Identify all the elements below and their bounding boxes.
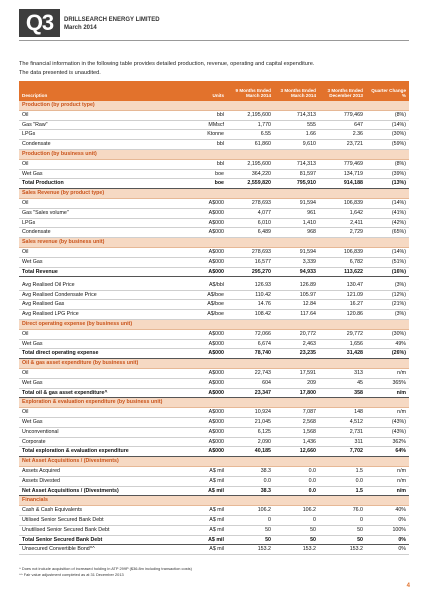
value-3m-dec-2013: 6,782 xyxy=(319,257,366,267)
page-number: 4 xyxy=(406,583,410,589)
row-label: Oil xyxy=(19,198,169,208)
row-label: Oil xyxy=(19,159,169,169)
table-row xyxy=(19,247,409,257)
value-3m-dec-2013: 2,411 xyxy=(319,218,366,228)
value-9m-mar-2014: 38.3 xyxy=(227,466,274,476)
value-9m-mar-2014: 295,270 xyxy=(227,267,274,277)
value-3m-dec-2013: 1,656 xyxy=(319,339,366,349)
value-3m-dec-2013: 2,731 xyxy=(319,427,366,437)
row-unit: A$000 xyxy=(169,329,227,339)
row-unit: A$000 xyxy=(169,427,227,437)
value-9m-mar-2014: 106.2 xyxy=(227,506,274,516)
row-unit: A$000 xyxy=(169,418,227,428)
value-3m-mar-2014: 153.2 xyxy=(274,545,319,555)
table-row xyxy=(19,281,409,290)
total-row xyxy=(19,486,409,496)
row-label: Total Production xyxy=(19,179,169,189)
value-quarter-change: (41%) xyxy=(366,208,409,218)
row-unit: A$ mil xyxy=(169,506,227,516)
table-row xyxy=(19,378,409,388)
row-label: Utilised Senior Secured Bank Debt xyxy=(19,515,169,525)
value-quarter-change: (51%) xyxy=(366,257,409,267)
table-row xyxy=(19,169,409,179)
value-3m-dec-2013: 2,729 xyxy=(319,228,366,238)
section-title: Net Asset Acquisitions / (Divestments) xyxy=(19,457,409,467)
table-row xyxy=(19,300,409,310)
section-header-row xyxy=(19,189,409,199)
value-3m-mar-2014: 12.84 xyxy=(274,300,319,310)
row-label: Corporate xyxy=(19,437,169,447)
header-quarter-change: Quarter Change % xyxy=(366,81,409,101)
value-3m-mar-2014: 106.2 xyxy=(274,506,319,516)
value-9m-mar-2014: 604 xyxy=(227,378,274,388)
row-label: Avg Realised Gas xyxy=(19,300,169,310)
section-header-row xyxy=(19,398,409,408)
value-3m-mar-2014: 0.0 xyxy=(274,486,319,496)
row-unit: boe xyxy=(169,179,227,189)
row-label: LPGs xyxy=(19,130,169,140)
value-3m-mar-2014: 0 xyxy=(274,515,319,525)
value-3m-mar-2014: 81,597 xyxy=(274,169,319,179)
row-unit: A$/boe xyxy=(169,310,227,320)
header-divider xyxy=(19,40,409,41)
row-unit: boe xyxy=(169,169,227,179)
value-quarter-change: (21%) xyxy=(366,300,409,310)
total-row xyxy=(19,447,409,457)
value-3m-mar-2014: 117.64 xyxy=(274,310,319,320)
table-row xyxy=(19,208,409,218)
row-label: Total exploration & evaluation expenditure xyxy=(19,447,169,457)
section-title: Sales revenue (by business unit) xyxy=(19,238,409,248)
row-label: Avg Realised LPG Price xyxy=(19,310,169,320)
value-3m-dec-2013: 4,512 xyxy=(319,418,366,428)
table-row xyxy=(19,418,409,428)
row-label: Oil xyxy=(19,329,169,339)
total-row xyxy=(19,535,409,545)
section-header-row xyxy=(19,101,409,110)
row-unit: bbl xyxy=(169,140,227,150)
value-3m-mar-2014: 209 xyxy=(274,378,319,388)
row-label: Avg Realised Condensate Price xyxy=(19,290,169,300)
value-quarter-change: (14%) xyxy=(366,247,409,257)
row-label: Cash & Cash Equivalents xyxy=(19,506,169,516)
table-row xyxy=(19,310,409,320)
section-header-row xyxy=(19,359,409,369)
row-unit: A$000 xyxy=(169,228,227,238)
value-3m-dec-2013: 313 xyxy=(319,369,366,379)
value-3m-mar-2014: 12,660 xyxy=(274,447,319,457)
value-3m-mar-2014: 795,910 xyxy=(274,179,319,189)
value-3m-mar-2014: 9,610 xyxy=(274,140,319,150)
table-row xyxy=(19,506,409,516)
value-9m-mar-2014: 2,195,600 xyxy=(227,110,274,120)
value-9m-mar-2014: 61,860 xyxy=(227,140,274,150)
table-row xyxy=(19,120,409,130)
value-3m-mar-2014: 1.66 xyxy=(274,130,319,140)
row-label: Gas "Sales volume" xyxy=(19,208,169,218)
value-quarter-change: (8%) xyxy=(366,159,409,169)
value-quarter-change: 49% xyxy=(366,339,409,349)
row-label: Unutilised Senior Secured Bank Debt xyxy=(19,525,169,535)
value-3m-dec-2013: 647 xyxy=(319,120,366,130)
row-label: Oil xyxy=(19,369,169,379)
value-3m-mar-2014: 2,568 xyxy=(274,418,319,428)
value-quarter-change: (39%) xyxy=(366,169,409,179)
value-9m-mar-2014: 72,066 xyxy=(227,329,274,339)
table-row xyxy=(19,339,409,349)
row-unit: A$000 xyxy=(169,267,227,277)
row-label: Unsecured Convertible Bond^^ xyxy=(19,545,169,555)
report-header xyxy=(19,9,409,37)
value-quarter-change: n/m xyxy=(366,408,409,418)
value-9m-mar-2014: 278,693 xyxy=(227,198,274,208)
value-quarter-change: (14%) xyxy=(366,120,409,130)
value-9m-mar-2014: 2,090 xyxy=(227,437,274,447)
value-3m-dec-2013: 113,622 xyxy=(319,267,366,277)
row-unit: A$000 xyxy=(169,369,227,379)
row-unit: A$ mil xyxy=(169,476,227,486)
value-3m-dec-2013: 153.2 xyxy=(319,545,366,555)
quarter-badge: Q3 xyxy=(19,9,60,37)
row-unit: A$000 xyxy=(169,349,227,359)
value-quarter-change: (3%) xyxy=(366,310,409,320)
value-3m-mar-2014: 1,568 xyxy=(274,427,319,437)
value-9m-mar-2014: 2,195,600 xyxy=(227,159,274,169)
row-label: Wet Gas xyxy=(19,169,169,179)
value-quarter-change: (16%) xyxy=(366,267,409,277)
row-unit: A$000 xyxy=(169,247,227,257)
value-3m-mar-2014: 20,772 xyxy=(274,329,319,339)
value-quarter-change: (14%) xyxy=(366,198,409,208)
row-unit: A$/boe xyxy=(169,300,227,310)
value-3m-mar-2014: 7,087 xyxy=(274,408,319,418)
value-9m-mar-2014: 6.55 xyxy=(227,130,274,140)
value-3m-dec-2013: 1.5 xyxy=(319,486,366,496)
row-label: Net Asset Acquisitions / (Divestments) xyxy=(19,486,169,496)
row-label: Total oil & gas asset expenditure^ xyxy=(19,388,169,398)
value-quarter-change: (59%) xyxy=(366,140,409,150)
table-row xyxy=(19,545,409,555)
value-3m-dec-2013: 1,642 xyxy=(319,208,366,218)
row-unit: A$ mil xyxy=(169,486,227,496)
table-row xyxy=(19,110,409,120)
header-description: Description xyxy=(19,81,169,101)
table-body xyxy=(19,101,409,555)
value-3m-dec-2013: 358 xyxy=(319,388,366,398)
row-label: Wet Gas xyxy=(19,339,169,349)
section-title: Production (by product type) xyxy=(19,101,409,110)
header-units: Units xyxy=(169,81,227,101)
table-row xyxy=(19,140,409,150)
value-3m-dec-2013: 7,702 xyxy=(319,447,366,457)
value-3m-dec-2013: 31,428 xyxy=(319,349,366,359)
row-label: Assets Divested xyxy=(19,476,169,486)
row-unit: A$ mil xyxy=(169,545,227,555)
value-9m-mar-2014: 110.42 xyxy=(227,290,274,300)
row-label: Total Senior Secured Bank Debt xyxy=(19,535,169,545)
value-quarter-change: 365% xyxy=(366,378,409,388)
table-header-row xyxy=(19,81,409,101)
intro-text xyxy=(19,60,409,78)
section-title: Direct operating expense (by business unit) xyxy=(19,320,409,330)
row-label: Condensate xyxy=(19,140,169,150)
value-9m-mar-2014: 1,770 xyxy=(227,120,274,130)
financial-table xyxy=(19,81,409,555)
value-3m-mar-2014: 23,235 xyxy=(274,349,319,359)
row-unit: A$000 xyxy=(169,257,227,267)
value-3m-dec-2013: 23,721 xyxy=(319,140,366,150)
row-unit: Ktonne xyxy=(169,130,227,140)
value-quarter-change: n/m xyxy=(366,388,409,398)
header-3m-mar-2014: 3 Months Ended March 2014 xyxy=(274,81,319,101)
table-row xyxy=(19,130,409,140)
row-unit: A$000 xyxy=(169,218,227,228)
row-unit: A$ mil xyxy=(169,466,227,476)
value-3m-mar-2014: 714,313 xyxy=(274,110,319,120)
value-9m-mar-2014: 14.76 xyxy=(227,300,274,310)
value-9m-mar-2014: 4,077 xyxy=(227,208,274,218)
section-header-row xyxy=(19,496,409,506)
table-row xyxy=(19,369,409,379)
value-9m-mar-2014: 0 xyxy=(227,515,274,525)
row-unit: A$ mil xyxy=(169,515,227,525)
header-3m-dec-2013: 3 Months Ended December 2013 xyxy=(319,81,366,101)
section-title: Financials xyxy=(19,496,409,506)
footnotes xyxy=(19,566,409,578)
value-quarter-change: (43%) xyxy=(366,427,409,437)
value-3m-dec-2013: 16.27 xyxy=(319,300,366,310)
table-row xyxy=(19,159,409,169)
total-row xyxy=(19,267,409,277)
value-3m-mar-2014: 555 xyxy=(274,120,319,130)
value-3m-mar-2014: 91,594 xyxy=(274,247,319,257)
value-3m-mar-2014: 17,591 xyxy=(274,369,319,379)
value-3m-dec-2013: 50 xyxy=(319,525,366,535)
value-quarter-change: n/m xyxy=(366,466,409,476)
value-quarter-change: 0% xyxy=(366,535,409,545)
section-title: Sales Revenue (by product type) xyxy=(19,189,409,199)
value-quarter-change: 40% xyxy=(366,506,409,516)
value-quarter-change: (42%) xyxy=(366,218,409,228)
value-3m-dec-2013: 121.09 xyxy=(319,290,366,300)
value-3m-mar-2014: 2,463 xyxy=(274,339,319,349)
table-row xyxy=(19,218,409,228)
value-3m-dec-2013: 106,839 xyxy=(319,198,366,208)
value-9m-mar-2014: 278,693 xyxy=(227,247,274,257)
value-3m-dec-2013: 29,772 xyxy=(319,329,366,339)
value-3m-mar-2014: 968 xyxy=(274,228,319,238)
value-9m-mar-2014: 21,045 xyxy=(227,418,274,428)
intro-line-2: The data presented is unaudited. xyxy=(19,70,101,76)
footnote-2: ^^ Fair value adjustment completed as at 31 December 2013 xyxy=(19,572,124,577)
row-unit: A$000 xyxy=(169,437,227,447)
value-3m-dec-2013: 120.86 xyxy=(319,310,366,320)
value-9m-mar-2014: 16,577 xyxy=(227,257,274,267)
row-unit: bbl xyxy=(169,110,227,120)
value-quarter-change: (13%) xyxy=(366,179,409,189)
total-row xyxy=(19,179,409,189)
value-3m-dec-2013: 311 xyxy=(319,437,366,447)
value-9m-mar-2014: 6,010 xyxy=(227,218,274,228)
section-title: Exploration & evaluation expenditure (by business unit) xyxy=(19,398,409,408)
row-label: Oil xyxy=(19,408,169,418)
row-label: Wet Gas xyxy=(19,378,169,388)
value-9m-mar-2014: 50 xyxy=(227,525,274,535)
section-header-row xyxy=(19,320,409,330)
value-9m-mar-2014: 50 xyxy=(227,535,274,545)
value-9m-mar-2014: 22,743 xyxy=(227,369,274,379)
row-unit: MMscf xyxy=(169,120,227,130)
value-9m-mar-2014: 126.93 xyxy=(227,281,274,290)
value-9m-mar-2014: 364,220 xyxy=(227,169,274,179)
value-quarter-change: (12%) xyxy=(366,290,409,300)
report-period: March 2014 xyxy=(64,25,97,31)
value-3m-mar-2014: 961 xyxy=(274,208,319,218)
row-unit: A$ mil xyxy=(169,535,227,545)
value-3m-dec-2013: 0 xyxy=(319,515,366,525)
row-label: Oil xyxy=(19,247,169,257)
value-9m-mar-2014: 10,924 xyxy=(227,408,274,418)
value-3m-mar-2014: 126.89 xyxy=(274,281,319,290)
financial-table-container xyxy=(19,81,409,555)
value-9m-mar-2014: 6,125 xyxy=(227,427,274,437)
value-3m-dec-2013: 106,839 xyxy=(319,247,366,257)
section-header-row xyxy=(19,457,409,467)
table-row xyxy=(19,290,409,300)
table-row xyxy=(19,198,409,208)
row-label: Gas "Raw" xyxy=(19,120,169,130)
row-label: Assets Acquired xyxy=(19,466,169,476)
value-3m-mar-2014: 17,800 xyxy=(274,388,319,398)
table-row xyxy=(19,329,409,339)
row-label: Avg Realised Oil Price xyxy=(19,281,169,290)
section-header-row xyxy=(19,238,409,248)
value-quarter-change: (8%) xyxy=(366,110,409,120)
table-row xyxy=(19,525,409,535)
value-quarter-change: 64% xyxy=(366,447,409,457)
row-unit: A$/bbl xyxy=(169,281,227,290)
value-3m-dec-2013: 779,469 xyxy=(319,159,366,169)
value-3m-dec-2013: 2.36 xyxy=(319,130,366,140)
row-unit: A$ mil xyxy=(169,525,227,535)
value-3m-mar-2014: 50 xyxy=(274,535,319,545)
value-quarter-change: (3%) xyxy=(366,281,409,290)
value-9m-mar-2014: 0.0 xyxy=(227,476,274,486)
value-9m-mar-2014: 40,185 xyxy=(227,447,274,457)
value-9m-mar-2014: 6,674 xyxy=(227,339,274,349)
section-title: Production (by business unit) xyxy=(19,149,409,159)
table-row xyxy=(19,228,409,238)
total-row xyxy=(19,349,409,359)
value-quarter-change: (43%) xyxy=(366,418,409,428)
value-quarter-change: 0% xyxy=(366,515,409,525)
row-label: Wet Gas xyxy=(19,418,169,428)
value-3m-dec-2013: 76.0 xyxy=(319,506,366,516)
value-9m-mar-2014: 78,740 xyxy=(227,349,274,359)
value-3m-dec-2013: 134,719 xyxy=(319,169,366,179)
value-3m-mar-2014: 0.0 xyxy=(274,466,319,476)
value-3m-mar-2014: 1,410 xyxy=(274,218,319,228)
value-3m-dec-2013: 0.0 xyxy=(319,476,366,486)
row-unit: A$000 xyxy=(169,388,227,398)
row-label: Total direct operating expense xyxy=(19,349,169,359)
table-row xyxy=(19,476,409,486)
intro-line-1: The financial information in the following table provides detailed production, revenue, operating and capital expenditure. xyxy=(19,61,315,67)
row-label: Unconventional xyxy=(19,427,169,437)
company-name: DRILLSEARCH ENERGY LIMITED xyxy=(64,17,160,23)
value-3m-mar-2014: 94,933 xyxy=(274,267,319,277)
row-unit: A$000 xyxy=(169,339,227,349)
value-3m-dec-2013: 1.5 xyxy=(319,466,366,476)
section-header-row xyxy=(19,149,409,159)
value-quarter-change: (30%) xyxy=(366,329,409,339)
total-row xyxy=(19,388,409,398)
value-3m-dec-2013: 50 xyxy=(319,535,366,545)
value-quarter-change: n/m xyxy=(366,369,409,379)
row-unit: A$000 xyxy=(169,408,227,418)
value-3m-dec-2013: 45 xyxy=(319,378,366,388)
value-3m-mar-2014: 105.97 xyxy=(274,290,319,300)
table-row xyxy=(19,437,409,447)
table-row xyxy=(19,257,409,267)
value-3m-dec-2013: 779,469 xyxy=(319,110,366,120)
row-label: LPGs xyxy=(19,218,169,228)
value-9m-mar-2014: 108.42 xyxy=(227,310,274,320)
value-3m-mar-2014: 714,313 xyxy=(274,159,319,169)
value-3m-mar-2014: 91,594 xyxy=(274,198,319,208)
row-unit: A$000 xyxy=(169,447,227,457)
footnote-1: ^ Does not include acquisition of increased holding in ATP 299P ($36.8m including transaction costs) xyxy=(19,566,192,571)
value-quarter-change: (65%) xyxy=(366,228,409,238)
row-unit: A$000 xyxy=(169,378,227,388)
header-9m-mar-2014: 9 Months Ended March 2014 xyxy=(227,81,274,101)
value-quarter-change: n/m xyxy=(366,486,409,496)
row-label: Wet Gas xyxy=(19,257,169,267)
value-quarter-change: n/m xyxy=(366,476,409,486)
value-quarter-change: (30%) xyxy=(366,130,409,140)
table-row xyxy=(19,515,409,525)
table-row xyxy=(19,408,409,418)
value-3m-dec-2013: 914,188 xyxy=(319,179,366,189)
row-unit: A$000 xyxy=(169,208,227,218)
value-3m-mar-2014: 50 xyxy=(274,525,319,535)
value-quarter-change: 100% xyxy=(366,525,409,535)
value-9m-mar-2014: 2,559,820 xyxy=(227,179,274,189)
value-quarter-change: 0% xyxy=(366,545,409,555)
value-3m-dec-2013: 130.47 xyxy=(319,281,366,290)
value-3m-mar-2014: 0.0 xyxy=(274,476,319,486)
section-title: Oil & gas asset expenditure (by business unit) xyxy=(19,359,409,369)
row-label: Condensate xyxy=(19,228,169,238)
row-unit: A$/boe xyxy=(169,290,227,300)
value-9m-mar-2014: 23,347 xyxy=(227,388,274,398)
value-quarter-change: 362% xyxy=(366,437,409,447)
value-9m-mar-2014: 6,489 xyxy=(227,228,274,238)
value-3m-dec-2013: 148 xyxy=(319,408,366,418)
value-9m-mar-2014: 153.2 xyxy=(227,545,274,555)
value-3m-mar-2014: 3,339 xyxy=(274,257,319,267)
row-unit: bbl xyxy=(169,159,227,169)
row-label: Total Revenue xyxy=(19,267,169,277)
row-unit: A$000 xyxy=(169,198,227,208)
value-9m-mar-2014: 38.3 xyxy=(227,486,274,496)
row-label: Oil xyxy=(19,110,169,120)
table-row xyxy=(19,466,409,476)
value-quarter-change: (26%) xyxy=(366,349,409,359)
value-3m-mar-2014: 1,436 xyxy=(274,437,319,447)
table-row xyxy=(19,427,409,437)
